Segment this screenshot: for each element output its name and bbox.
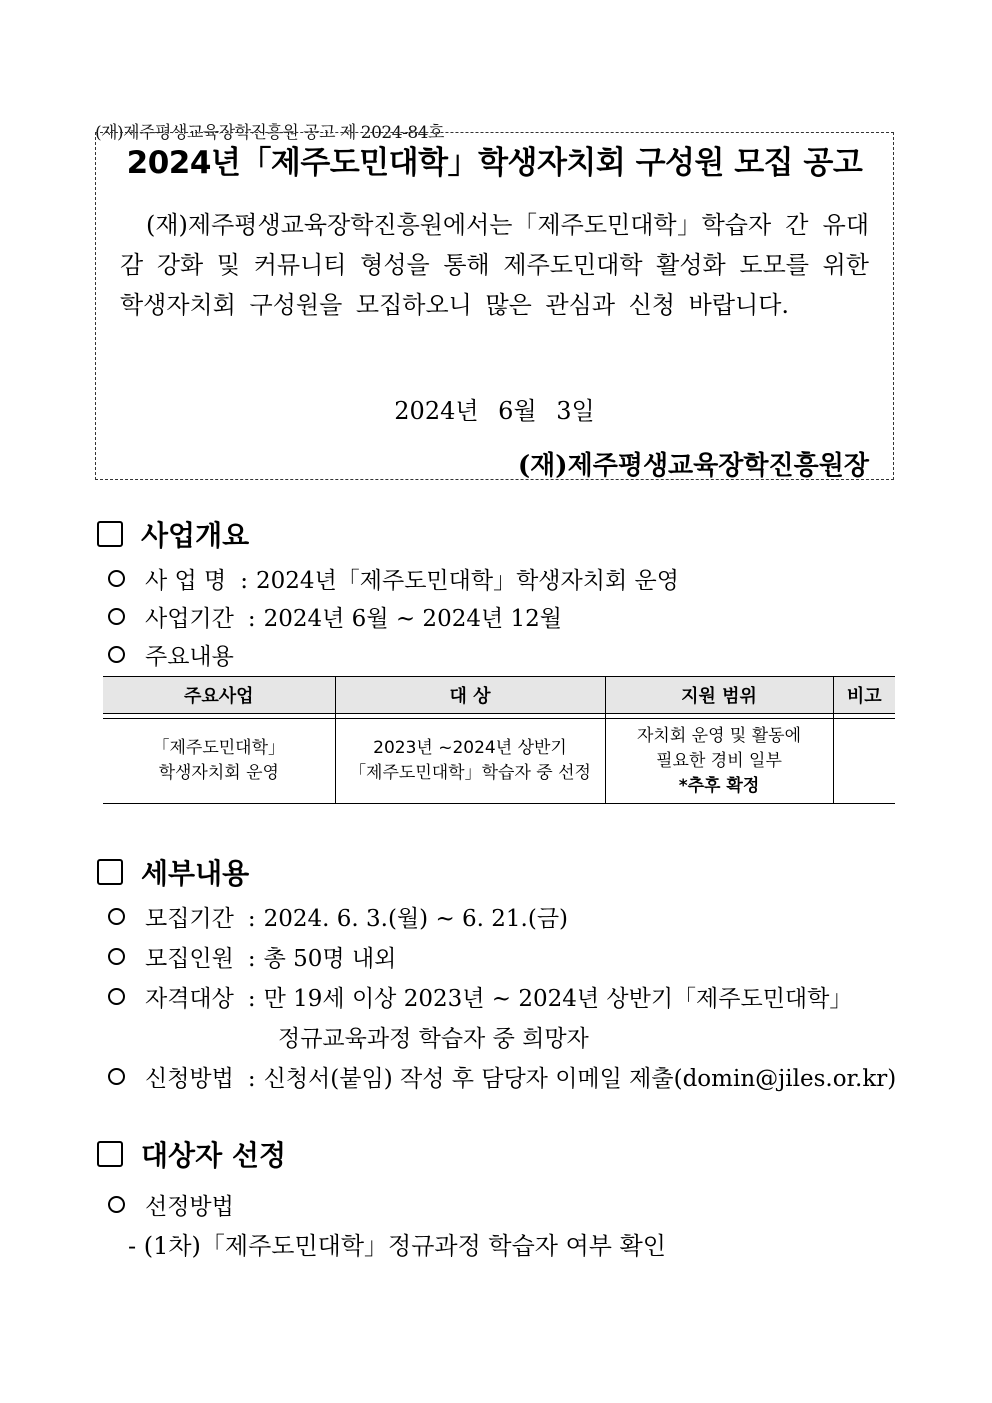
list-item: 사업기간 : 2024년 6월 ~ 2024년 12월 bbox=[108, 600, 562, 633]
item-value: 총 50명 내외 bbox=[263, 946, 397, 972]
item-label: 모집기간 bbox=[145, 906, 234, 932]
item-label: 모집인원 bbox=[145, 946, 234, 972]
section-heading-text: 대상자 선정 bbox=[141, 1139, 286, 1172]
circle-bullet-icon bbox=[108, 988, 125, 1005]
list-item: 신청방법 : 신청서(붙임) 작성 후 담당자 이메일 제출(domin@jiles.or.kr) bbox=[108, 1060, 896, 1093]
notice-intro: (재)제주평생교육장학진흥원에서는「제주도민대학」학습자 간 유대감 강화 및 커뮤니티 형성을 통해 제주도민대학 활성화 도모를 위한 학생자치회 구성원을 모집하오니 많은 관심과 신청 바랍니다. bbox=[120, 211, 869, 319]
table-cell-target: 2023년 ~2024년 상반기 「제주도민대학」학습자 중 선정 bbox=[335, 719, 605, 804]
checkbox-square-icon bbox=[97, 1141, 123, 1167]
notice-title: 2024년「제주도민대학」학생자치회 구성원 모집 공고 bbox=[126, 145, 863, 181]
list-item bbox=[108, 638, 240, 671]
section-heading-selection bbox=[97, 1134, 286, 1174]
circle-bullet-icon bbox=[108, 948, 125, 965]
item-value: 2024. 6. 3.(월) ~ 6. 21.(금) bbox=[263, 906, 569, 932]
notice-date: 2024년 6월 3일 bbox=[394, 397, 595, 425]
section-heading-details bbox=[97, 852, 249, 892]
item-value: 2024년 6월 ~ 2024년 12월 bbox=[263, 606, 562, 632]
notice-box bbox=[95, 132, 894, 480]
item-label: 신청방법 bbox=[145, 1066, 234, 1092]
column-header: 주요사업 bbox=[103, 677, 335, 714]
circle-bullet-icon bbox=[108, 608, 125, 625]
checkbox-square-icon bbox=[97, 521, 123, 547]
section-heading-text: 사업개요 bbox=[141, 519, 250, 552]
list-item bbox=[108, 1188, 240, 1221]
checkbox-square-icon bbox=[97, 859, 123, 885]
item-label: 주요내용 bbox=[145, 644, 234, 670]
notice-signer: (재)제주평생교육장학진흥원장 bbox=[517, 451, 869, 481]
circle-bullet-icon bbox=[108, 646, 125, 663]
item-value-continued: 정규교육과정 학습자 중 희망자 bbox=[278, 1026, 589, 1052]
column-header: 대 상 bbox=[335, 677, 605, 714]
column-header: 지원 범위 bbox=[605, 677, 833, 714]
item-label: 사업기간 bbox=[145, 606, 234, 632]
column-header: 비고 bbox=[833, 677, 895, 714]
list-item: 모집기간 : 2024. 6. 3.(월) ~ 6. 21.(금) bbox=[108, 900, 568, 933]
circle-bullet-icon bbox=[108, 570, 125, 587]
table-row bbox=[103, 719, 895, 804]
circle-bullet-icon bbox=[108, 1196, 125, 1213]
table-cell-note bbox=[833, 719, 895, 804]
table-cell-business: 「제주도민대학」 학생자치회 운영 bbox=[103, 719, 335, 804]
table-header-row bbox=[103, 677, 895, 714]
table-cell-support: 자치회 운영 및 활동에 필요한 경비 일부 *추후 확정 bbox=[605, 719, 833, 804]
item-label: 자격대상 bbox=[145, 986, 234, 1012]
item-value: 신청서(붙임) 작성 후 담당자 이메일 제출(domin@jiles.or.kr) bbox=[263, 1066, 897, 1092]
notice-number: (재)제주평생교육장학진흥원 공고 제 2024-84호 bbox=[95, 123, 444, 143]
item-value: 2024년「제주도민대학」학생자치회 운영 bbox=[256, 568, 679, 594]
summary-table bbox=[103, 676, 895, 804]
sub-item: - (1차)「제주도민대학」정규과정 학습자 여부 확인 bbox=[128, 1232, 666, 1260]
item-label: 선정방법 bbox=[145, 1194, 234, 1220]
list-item: 사 업 명 : 2024년「제주도민대학」학생자치회 운영 bbox=[108, 562, 679, 595]
section-heading-overview bbox=[97, 514, 249, 554]
circle-bullet-icon bbox=[108, 1068, 125, 1085]
circle-bullet-icon bbox=[108, 908, 125, 925]
item-label: 사 업 명 bbox=[145, 568, 227, 594]
list-item: 자격대상 : 만 19세 이상 2023년 ~ 2024년 상반기「제주도민대학」 bbox=[108, 980, 852, 1013]
section-heading-text: 세부내용 bbox=[141, 857, 250, 890]
list-item: 모집인원 : 총 50명 내외 bbox=[108, 940, 396, 973]
item-value: 만 19세 이상 2023년 ~ 2024년 상반기「제주도민대학」 bbox=[263, 986, 853, 1012]
